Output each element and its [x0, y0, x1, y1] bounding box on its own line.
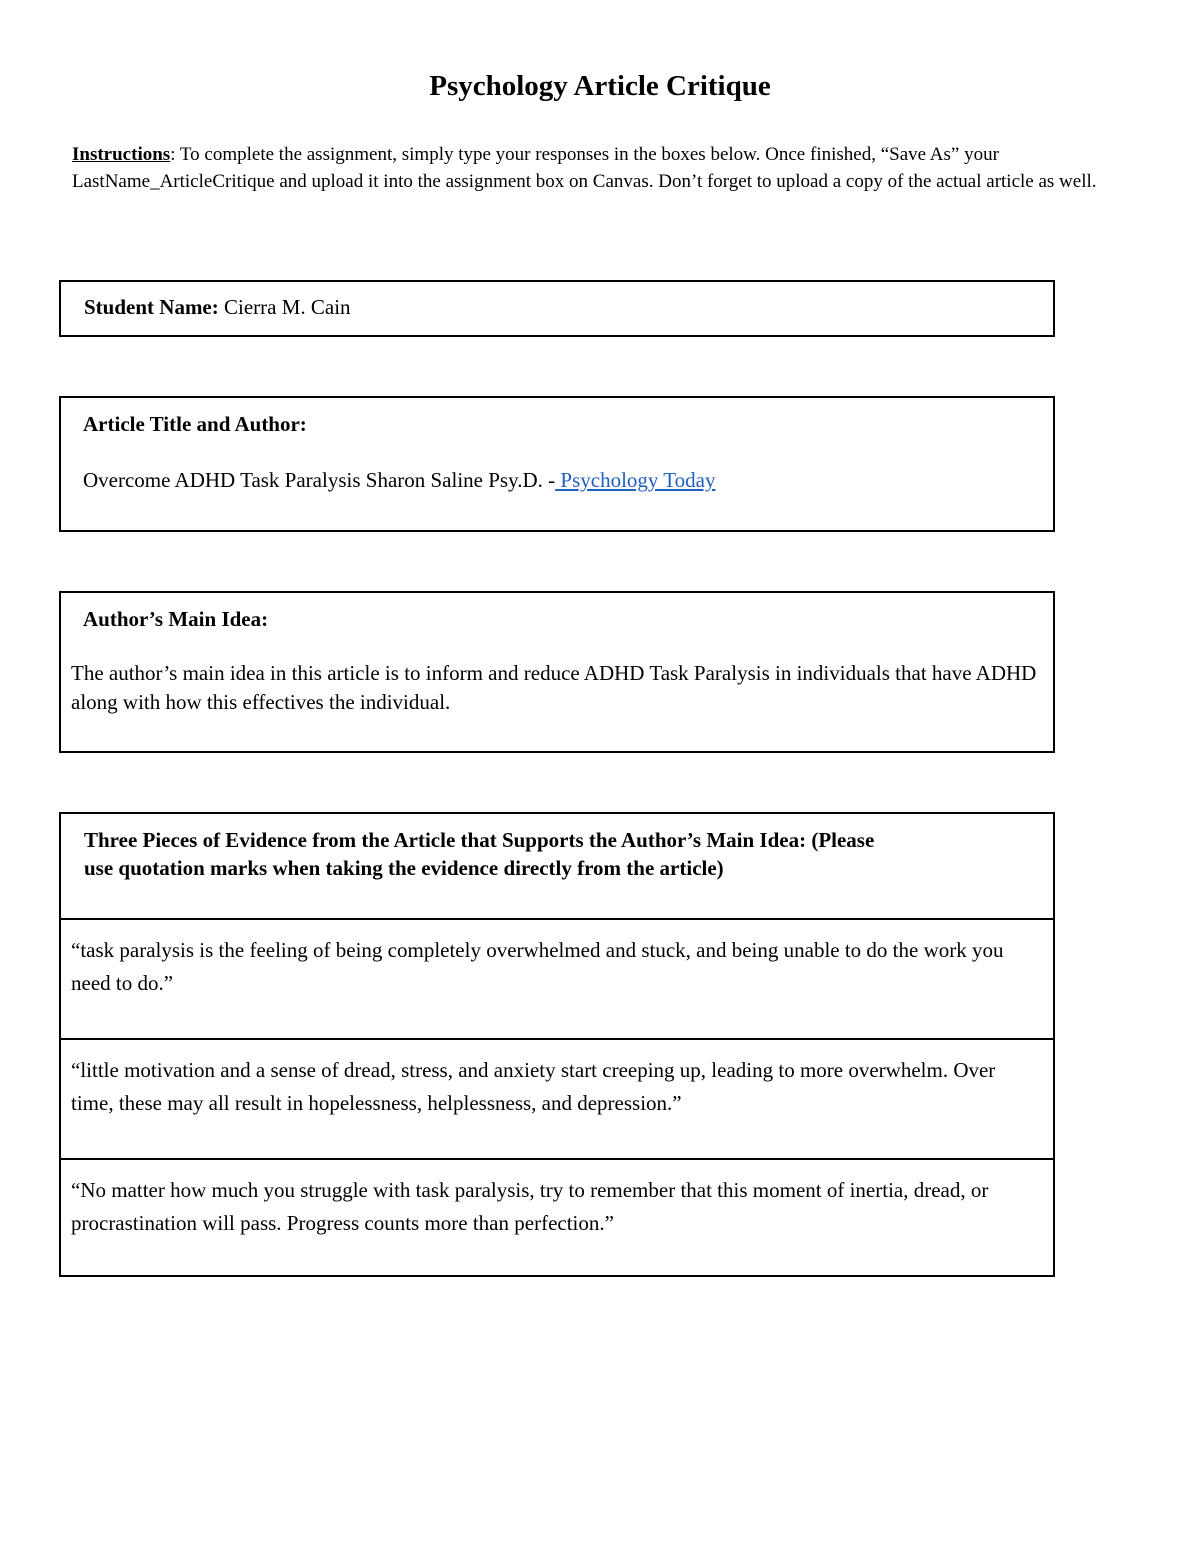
student-name-line: [84, 295, 351, 320]
evidence-heading-cell: [61, 814, 1053, 920]
evidence-row[interactable]: [61, 920, 1053, 1040]
evidence-row[interactable]: [61, 1040, 1053, 1160]
document-title: Psychology Article Critique: [429, 70, 771, 102]
main-idea-text: The author’s main idea in this article is to inform and reduce ADHD Task Paralysis in individuals that have ADHD along with how this effectives the individual.: [71, 661, 1037, 714]
student-name-value: Cierra M. Cain: [218, 295, 351, 319]
evidence-heading: Three Pieces of Evidence from the Article that Supports the Author’s Main Idea: (Please use quotation marks when taking the evidence directly from the article): [84, 828, 875, 880]
instructions-label: Instructions: [72, 144, 171, 165]
article-title-text: [83, 468, 715, 493]
evidence-text: “No matter how much you struggle with task paralysis, try to remember that this moment of inertia, dread, or procrastination will pass. Progress counts more than perfection.”: [71, 1178, 989, 1235]
article-title-box[interactable]: [59, 396, 1055, 532]
article-title-heading: Article Title and Author:: [83, 412, 307, 436]
evidence-text: “little motivation and a sense of dread, stress, and anxiety start creeping up, leading to more overwhelm. Over time, these may all result in hopelessness, helplessness, and depression.”: [71, 1058, 996, 1115]
instructions-text: : To complete the assignment, simply type your responses in the boxes below. Once finished, “Save As” your LastName_ArticleCritique and upload it into the assignment box on Canvas. Don’t forget to upload a copy of the actual article as well.: [72, 144, 1097, 192]
psychology-today-link[interactable]: Psychology Today: [555, 468, 716, 492]
evidence-row[interactable]: [61, 1160, 1053, 1275]
instructions-paragraph: [72, 141, 1132, 195]
main-idea-heading: Author’s Main Idea:: [83, 607, 269, 631]
article-title-author: Overcome ADHD Task Paralysis Sharon Saline Psy.D. -: [83, 468, 556, 492]
evidence-table: [59, 812, 1055, 1277]
student-name-label: Student Name:: [84, 295, 219, 319]
main-idea-box[interactable]: [59, 591, 1055, 753]
student-name-box[interactable]: [59, 280, 1055, 337]
evidence-text: “task paralysis is the feeling of being completely overwhelmed and stuck, and being unable to do the work you need to do.”: [71, 938, 1004, 995]
